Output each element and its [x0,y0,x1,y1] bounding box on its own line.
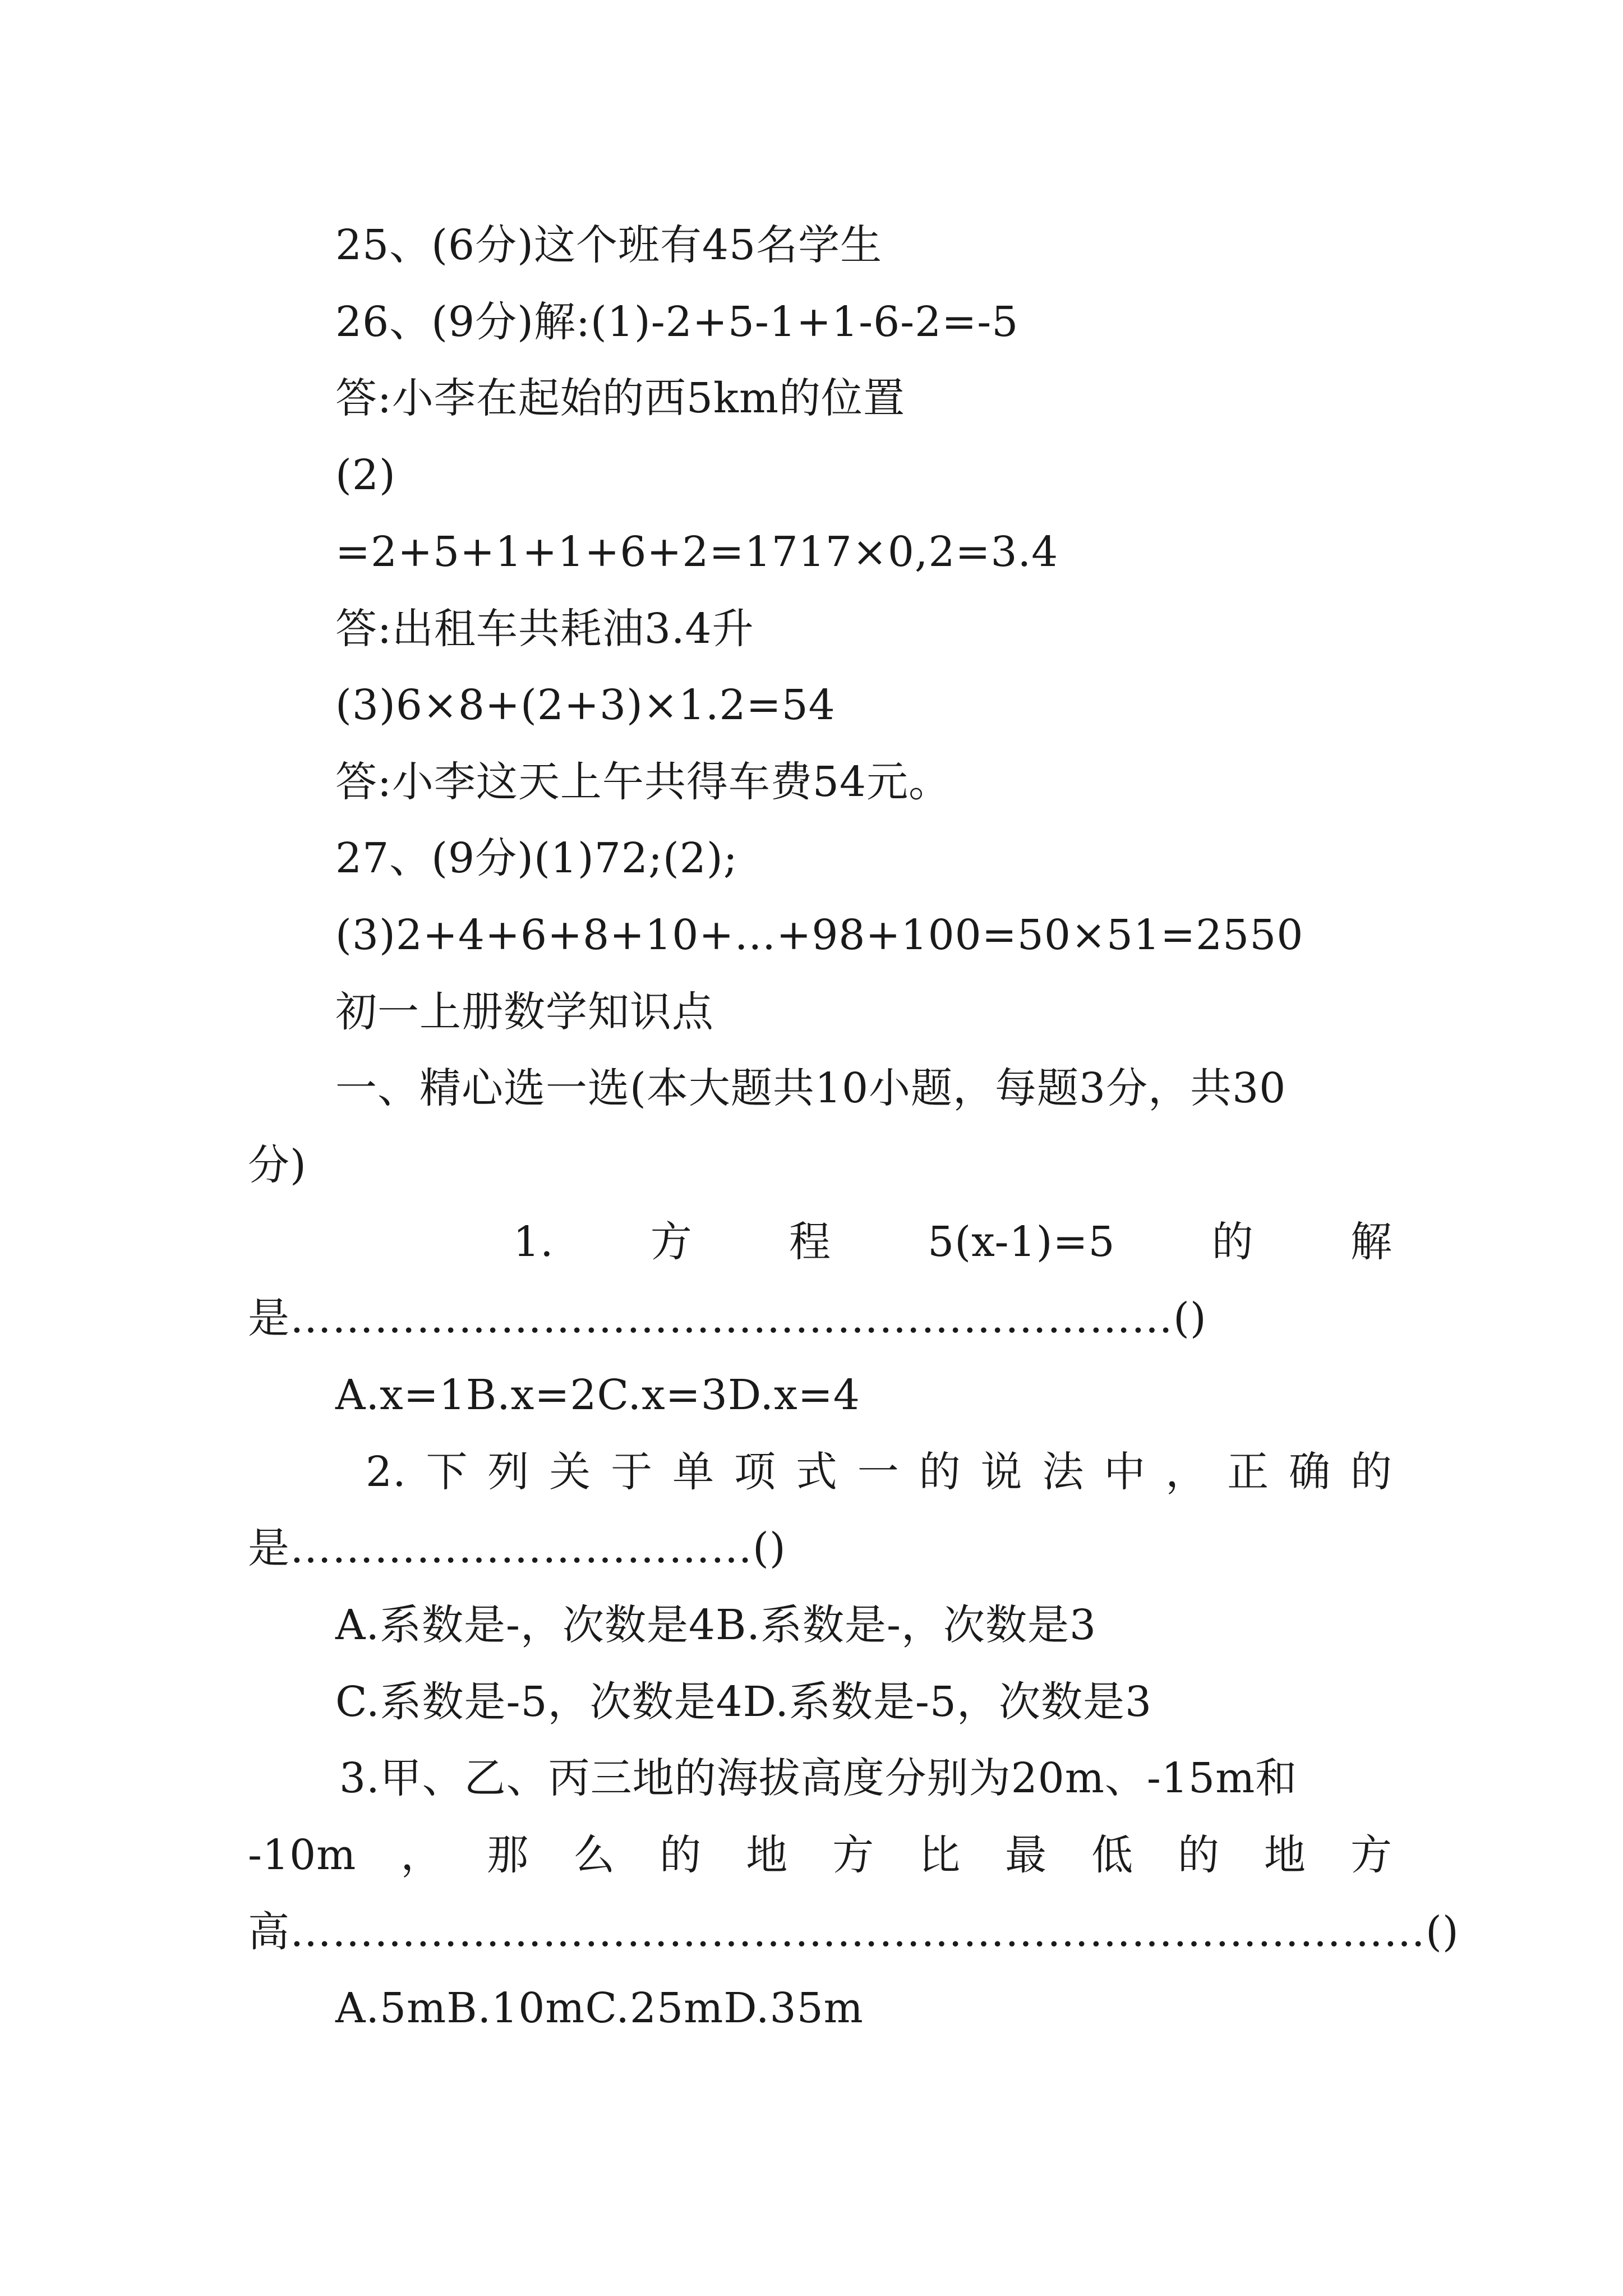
question-3-word: 么 [573,1831,616,1879]
question-2-word: ， [1165,1448,1208,1496]
question-3-word: 方 [1350,1831,1393,1879]
question-3-word: 低 [1091,1831,1134,1879]
question-1-word: 的 [1211,1218,1254,1266]
answer-27-part3: (3)2+4+6+8+10+…+98+100=50×51=2550 [335,911,1304,959]
question-2-word: 一 [857,1448,900,1496]
question-1-word: 方 [650,1218,693,1266]
question-3-word: 的 [660,1831,702,1879]
question-1-stem [513,1214,1393,1270]
answer-26-reply3: 答:小李这天上午共得车费54元。 [335,758,951,806]
question-2-options-ab: A.系数是-，次数是4B.系数是-，次数是3 [335,1601,1097,1649]
question-2-word: 法 [1042,1448,1085,1496]
question-3-options: A.5mB.10mC.25mD.35m [335,1984,864,2032]
question-1-word: 解 [1350,1218,1393,1266]
question-1-word: 程 [789,1218,831,1266]
question-3-word: 那 [487,1831,529,1879]
question-1-word: 5(x-1)=5 [928,1218,1115,1266]
question-3-stem: 3.甲、乙、丙三地的海拔高度分别为20m、-15m和 [339,1754,1298,1802]
question-2-word: 项 [734,1448,776,1496]
part-one-heading-cont: 分) [248,1141,307,1189]
question-3-word: 方 [832,1831,875,1879]
question-2-word: 中 [1104,1448,1146,1496]
answer-26-part1: 26、(9分)解:(1)-2+5-1+1-6-2=-5 [335,298,1019,346]
question-1-stem-cont: 是………………………………………………………() [248,1294,1207,1342]
question-2-word: 确 [1288,1448,1331,1496]
question-2-word: 说 [980,1448,1023,1496]
answer-26-part3-calc: (3)6×8+(2+3)×1.2=54 [335,681,836,729]
question-2-stem [366,1444,1393,1500]
section-heading: 初一上册数学知识点 [335,988,714,1036]
answer-25: 25、(6分)这个班有45名学生 [335,221,883,269]
question-3-word: 地 [746,1831,789,1879]
question-2-options-cd: C.系数是-5，次数是4D.系数是-5，次数是3 [335,1678,1152,1726]
question-2-word: 下 [426,1448,468,1496]
question-1-options: A.x=1B.x=2C.x=3D.x=4 [335,1371,860,1419]
question-3-word: 最 [1005,1831,1048,1879]
question-2-word: 于 [611,1448,653,1496]
question-3-word: -10m [248,1831,357,1879]
question-3-word: 的 [1178,1831,1220,1879]
answer-26-part2-label: (2) [335,451,396,499]
question-2-word: 正 [1227,1448,1270,1496]
question-2-word: 关 [549,1448,592,1496]
answer-27: 27、(9分)(1)72;(2); [335,834,738,882]
part-one-heading: 一、精心选一选(本大题共10小题，每题3分，共30 [335,1064,1287,1112]
question-2-word: 式 [795,1448,838,1496]
question-3-word: ， [400,1831,443,1879]
question-2-word: 2. [366,1448,407,1496]
question-2-word: 列 [487,1448,530,1496]
question-3-word: 地 [1264,1831,1306,1879]
question-3-stem-end: 高………………………………………………………………………() [248,1908,1459,1956]
answer-26-reply2: 答:出租车共耗油3.4升 [335,605,754,653]
question-2-word: 的 [919,1448,961,1496]
question-2-word: 的 [1350,1448,1393,1496]
question-2-stem-cont: 是……………………………() [248,1524,786,1572]
question-2-word: 单 [672,1448,715,1496]
question-1-word: 1. [513,1218,554,1266]
question-3-word: 比 [919,1831,961,1879]
answer-26-part2-calc: =2+5+1+1+6+2=1717×0,2=3.4 [335,528,1059,576]
question-3-stem-cont [248,1827,1393,1883]
answer-26-reply1: 答:小李在起始的西5km的位置 [335,374,906,422]
